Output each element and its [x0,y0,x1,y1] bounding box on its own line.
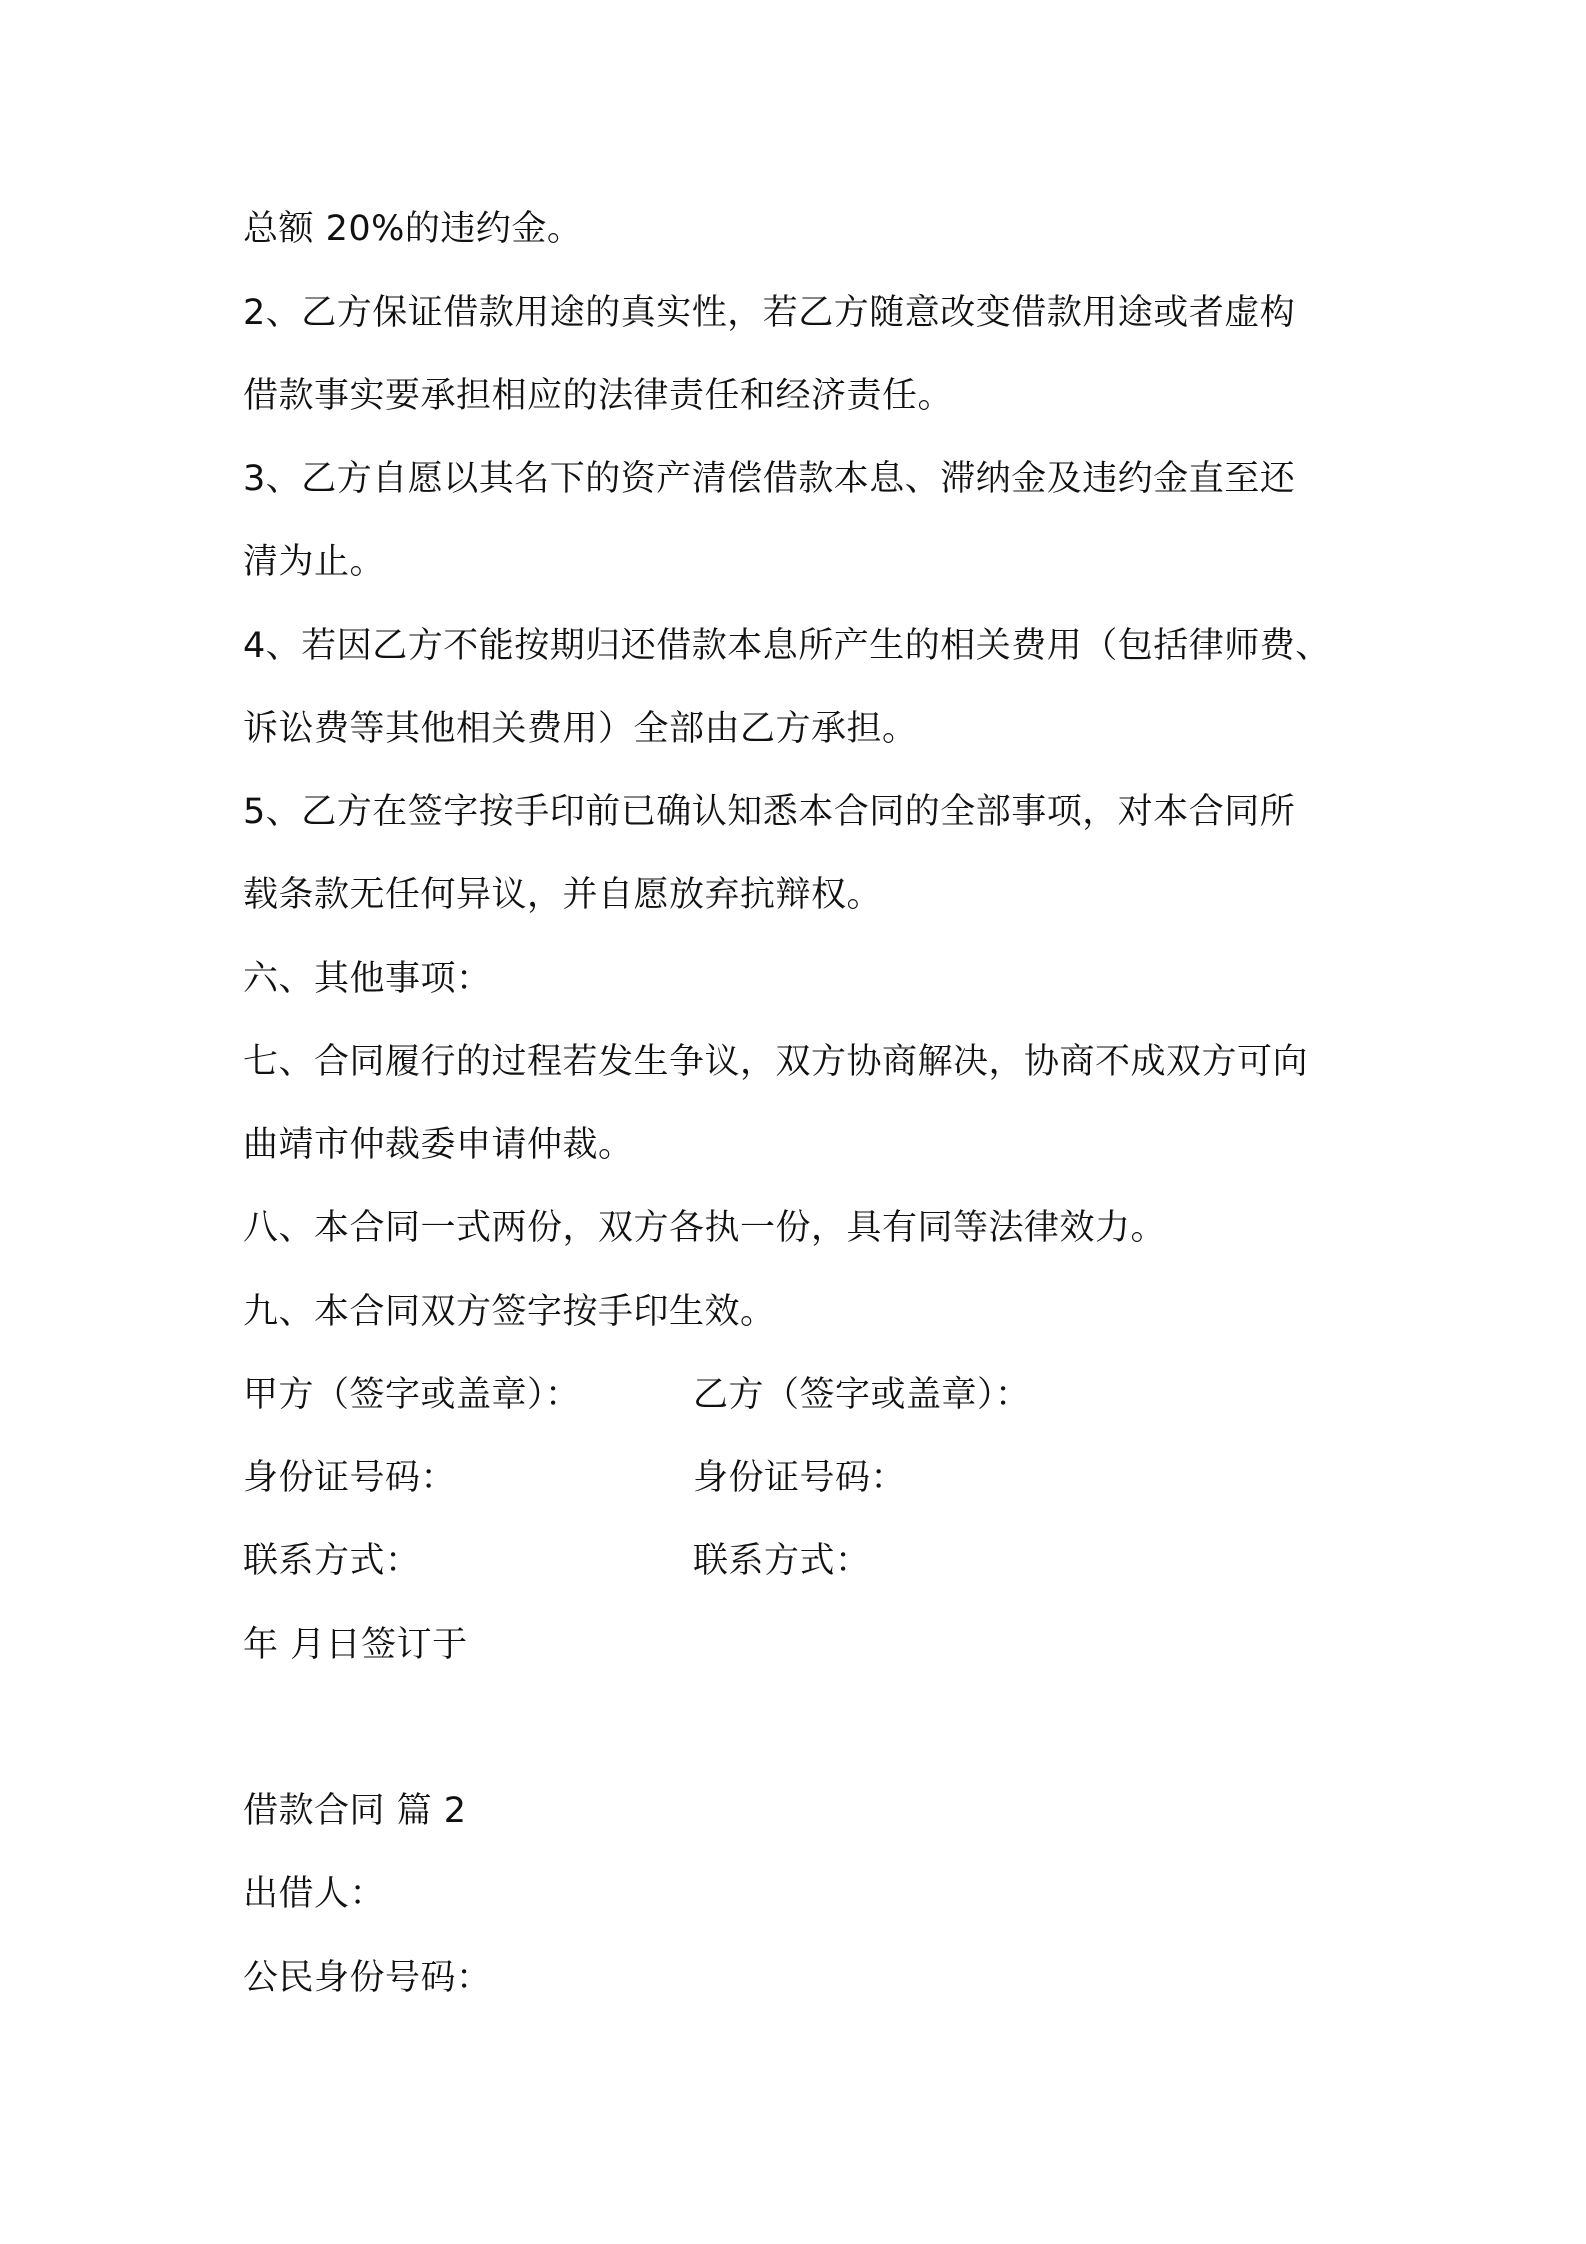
citizen-id-label: 公民身份号码： [243,1958,492,1998]
section2-title: 借款合同 篇 2 [243,1791,467,1831]
body-line-11: 七、合同履行的过程若发生争议，双方协商解决，协商不成双方可向 [243,1042,1309,1082]
party-b-contact-label: 联系方式： [693,1541,871,1581]
body-line-8: 5、乙方在签字按手印前已确认知悉本合同的全部事项，对本合同所 [243,792,1296,832]
body-line-1: 总额 20%的违约金。 [243,209,583,249]
body-line-5: 清为止。 [243,542,386,582]
section-heading-other-matters: 六、其他事项： [243,959,492,999]
body-line-13: 八、本合同一式两份，双方各执一份，具有同等法律效力。 [243,1208,1167,1248]
party-b-signature-label: 乙方（签字或盖章）： [693,1375,1031,1415]
body-line-14: 九、本合同双方签字按手印生效。 [243,1292,776,1332]
party-a-contact-label: 联系方式： [243,1541,421,1581]
body-line-7: 诉讼费等其他相关费用）全部由乙方承担。 [243,709,918,749]
body-line-3: 借款事实要承担相应的法律责任和经济责任。 [243,376,954,416]
lender-label: 出借人： [243,1874,386,1914]
party-a-signature-label: 甲方（签字或盖章）： [243,1375,581,1415]
party-a-id-label: 身份证号码： [243,1458,457,1498]
body-line-2: 2、乙方保证借款用途的真实性，若乙方随意改变借款用途或者虚构 [243,293,1296,333]
party-b-id-label: 身份证号码： [693,1458,907,1498]
body-line-4: 3、乙方自愿以其名下的资产清偿借款本息、滞纳金及违约金直至还 [243,459,1296,499]
signing-date-line: 年 月日签订于 [243,1625,468,1665]
body-line-9: 载条款无任何异议，并自愿放弃抗辩权。 [243,875,883,915]
body-line-12: 曲靖市仲裁委申请仲裁。 [243,1125,634,1165]
body-line-6: 4、若因乙方不能按期归还借款本息所产生的相关费用（包括律师费、 [243,626,1331,666]
